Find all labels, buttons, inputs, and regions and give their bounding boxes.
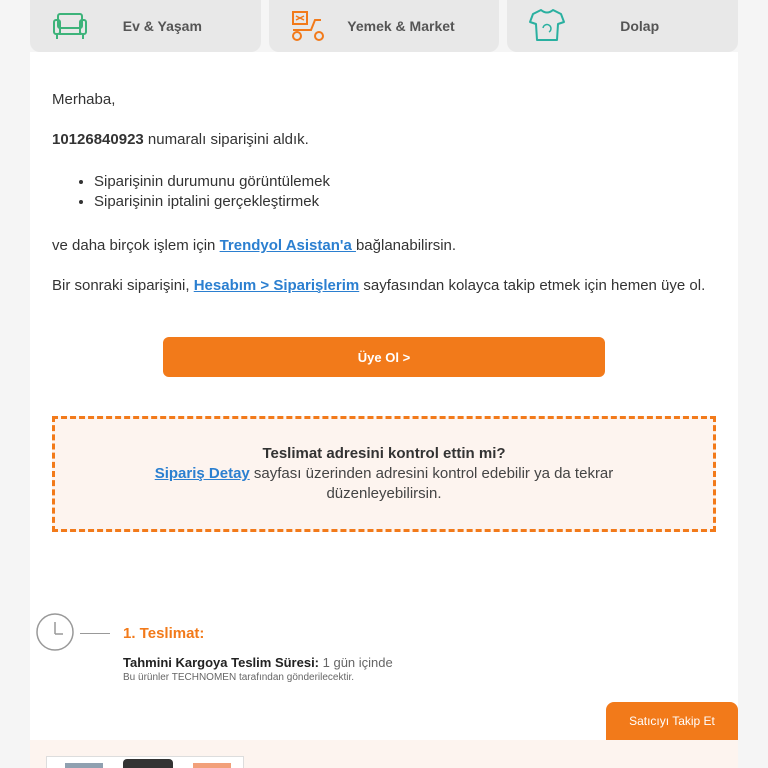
eta-value: 1 gün içinde: [319, 655, 393, 670]
list-item: • Siparişinin iptalini gerçekleştirmek: [94, 192, 330, 212]
signup-button[interactable]: Üye Ol >: [163, 337, 605, 377]
sofa-icon: [50, 6, 90, 44]
clock-icon: [35, 612, 75, 652]
greeting: Merhaba,: [52, 91, 116, 108]
address-check-title: Teslimat adresini kontrol ettin mi?: [262, 445, 506, 462]
follow-seller-button[interactable]: Satıcıyı Takip Et: [606, 702, 738, 740]
address-check-text: [124, 464, 644, 504]
eta-line: [123, 655, 393, 670]
account-pre: Bir sonraki siparişini,: [52, 277, 194, 294]
orders-link[interactable]: Hesabım > Siparişlerim: [193, 277, 360, 294]
order-number: 10126840923: [52, 131, 144, 148]
eta-label: Tahmini Kargoya Teslim Süresi:: [123, 655, 320, 670]
assistant-link[interactable]: Trendyol Asistan'a: [219, 237, 356, 254]
tshirt-icon: [527, 6, 567, 44]
product-thumbnail[interactable]: [65, 763, 103, 768]
step-divider: [80, 633, 110, 634]
email-panel: [30, 52, 738, 768]
category-label: Ev & Yaşam: [122, 18, 202, 34]
category-bar: [30, 0, 738, 52]
category-label: Dolap: [620, 18, 660, 34]
assistant-pre: ve daha birçok işlem için: [52, 237, 220, 254]
account-post: sayfasından kolayca takip etmek için hemen üye ol.: [359, 277, 706, 294]
product-thumbnail[interactable]: [193, 763, 231, 768]
address-check-box: [52, 416, 716, 532]
category-ev-yasam[interactable]: [30, 0, 261, 52]
account-line: [52, 276, 712, 296]
delivery-step-title: 1. Teslimat:: [123, 625, 205, 642]
category-label: Yemek & Market: [347, 18, 455, 34]
order-text: numaralı siparişini aldık.: [143, 131, 309, 148]
scooter-icon: [289, 6, 329, 44]
product-strip: [30, 740, 738, 768]
order-line: [52, 130, 309, 150]
product-thumbnail[interactable]: [123, 759, 173, 768]
category-dolap[interactable]: [507, 0, 738, 52]
order-detail-link[interactable]: Sipariş Detay: [154, 465, 250, 482]
address-check-desc: sayfası üzerinden adresini kontrol edebilir ya da tekrar düzenleyebilirsin.: [249, 465, 614, 502]
seller-note: Bu ürünler TECHNOMEN tarafından gönderilecektir.: [123, 672, 355, 683]
assistant-line: [52, 236, 456, 256]
category-yemek-market[interactable]: [269, 0, 500, 52]
list-item: • Siparişinin durumunu görüntülemek: [94, 172, 330, 192]
assistant-post: bağlanabilirsin.: [355, 237, 457, 254]
product-thumbnails[interactable]: [46, 756, 244, 768]
action-list: [94, 172, 330, 212]
